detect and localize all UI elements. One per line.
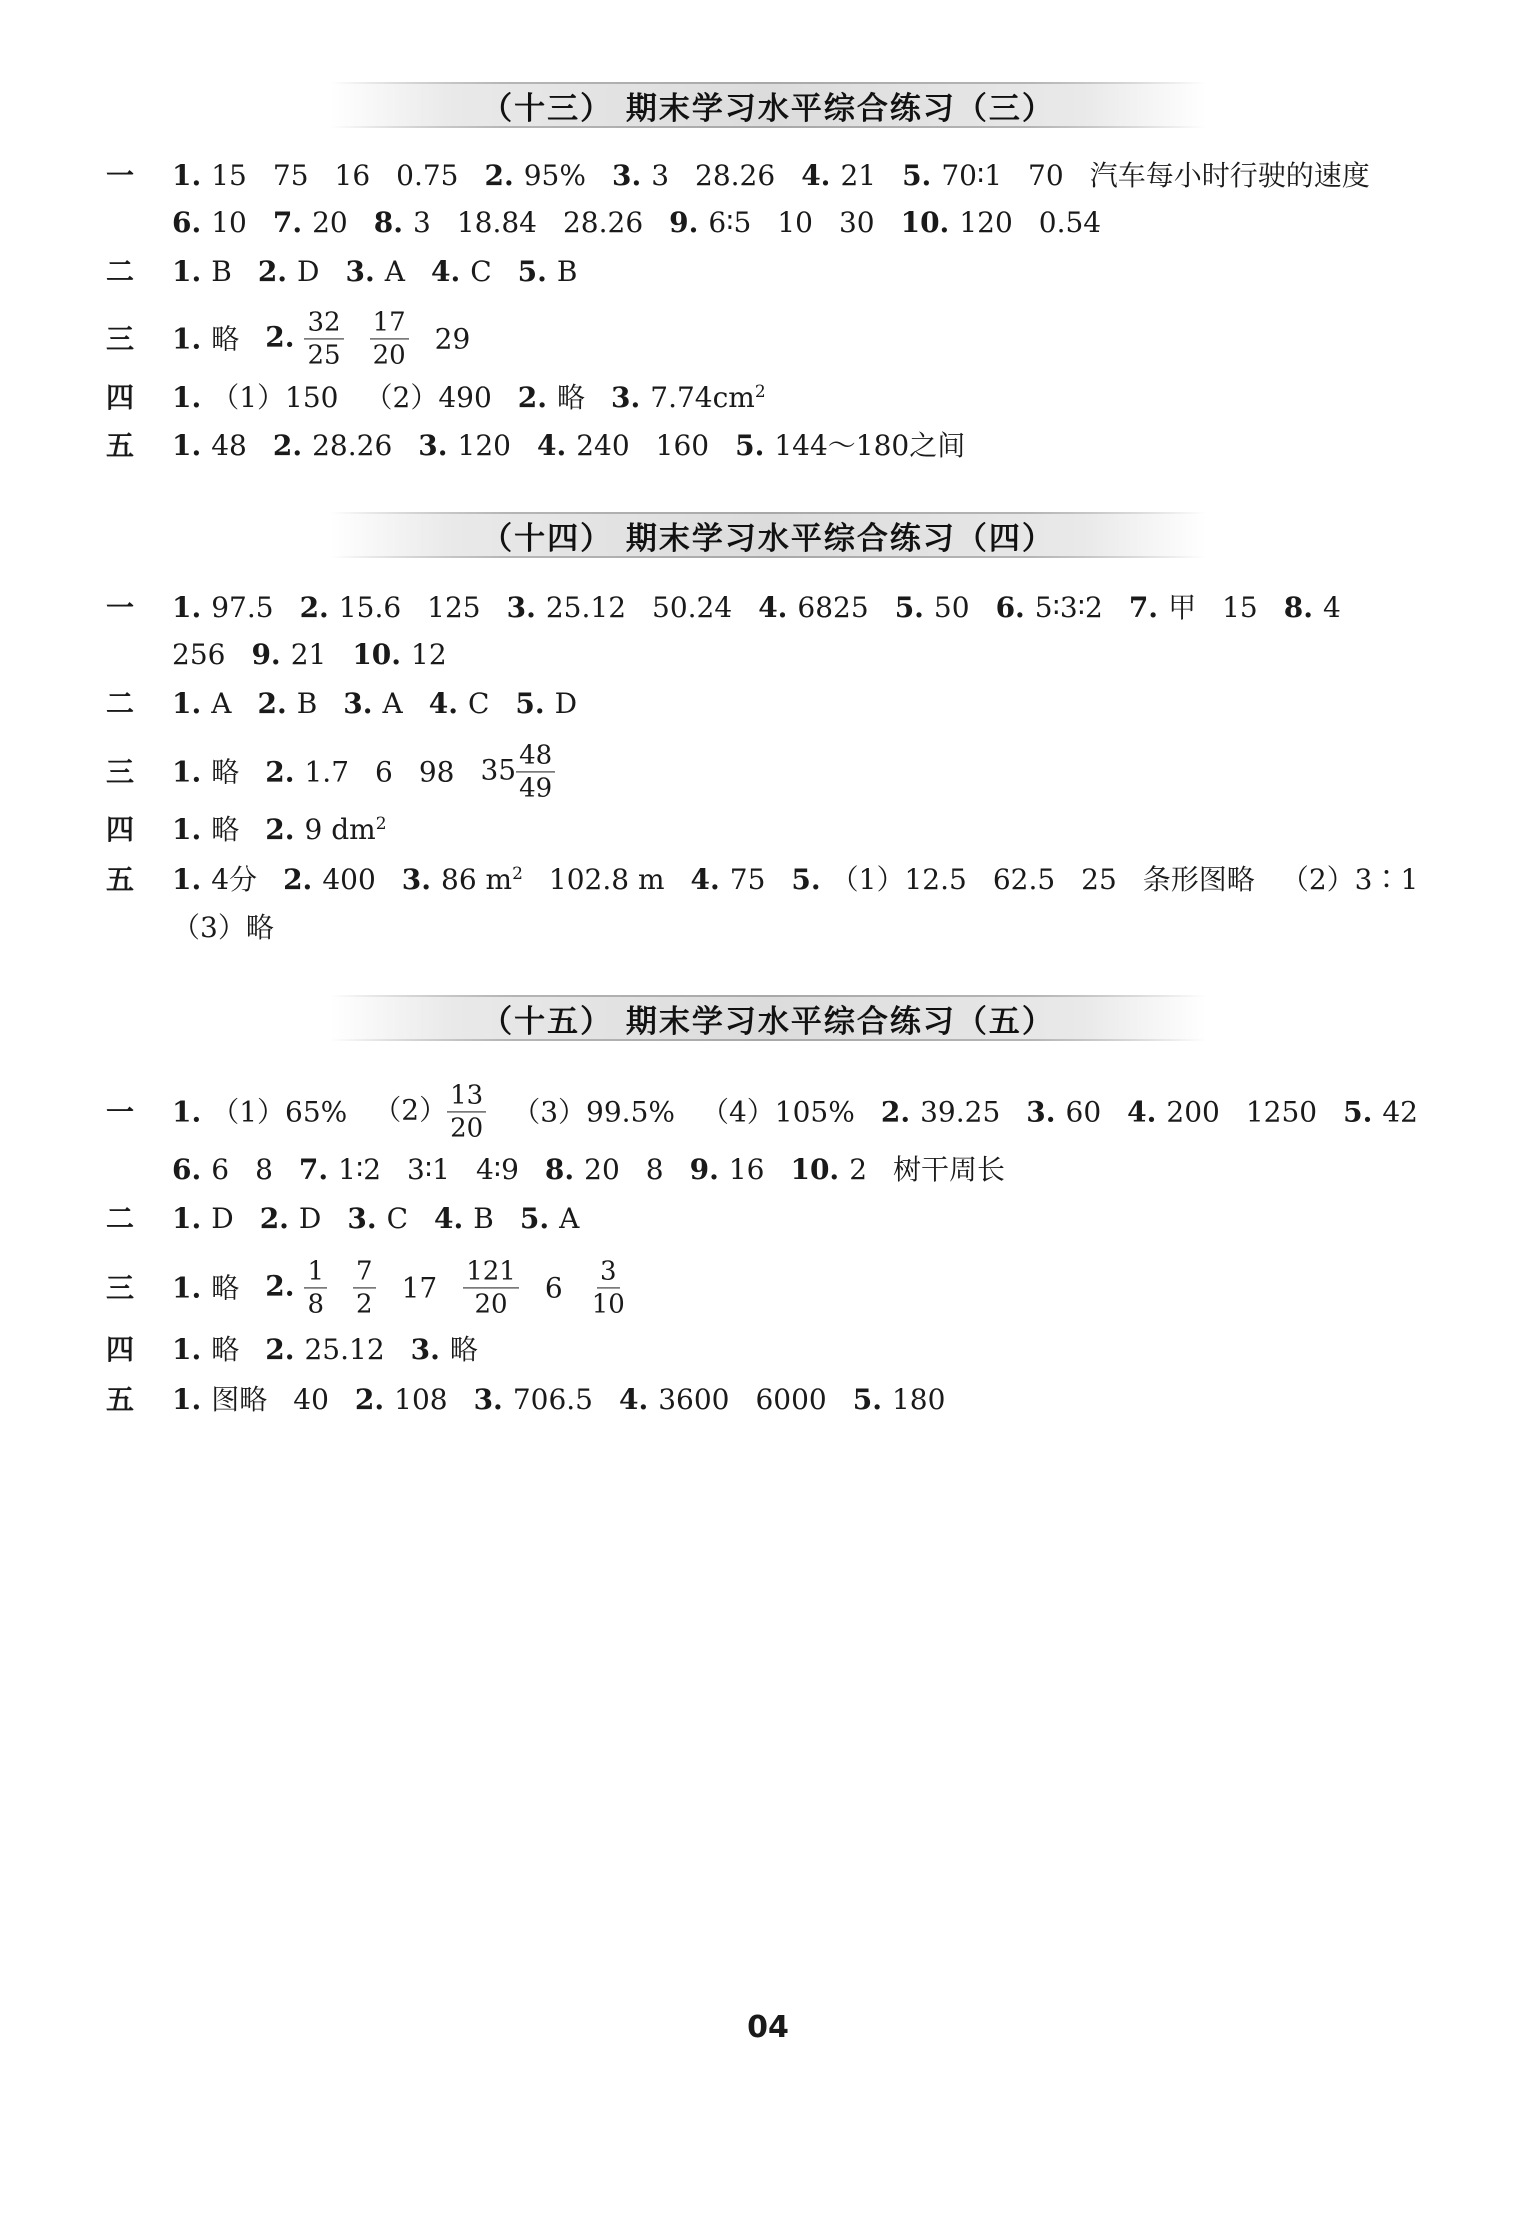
section-15-title: （十五） 期末学习水平综合练习（五）	[481, 1003, 1055, 1040]
fraction: $\frac{1}{8}$	[304, 1257, 327, 1318]
s13-row-1-line-2: 6. 10 7. 20 8. 3 18.84 28.26 9. 6∶5 10 30 10. 120 0.54	[172, 206, 1102, 239]
s14-row-2: 二 1. A 2. B 3. A 4. C 5. D	[106, 687, 578, 720]
s15-row-5: 五 1. 图略 40 2. 108 3. 706.5 4. 3600 6000 5. 180	[106, 1383, 946, 1416]
s14-row-3: 三 1. 略 2. 1.7 6 98 35 $\frac{48}{49}$	[106, 741, 555, 802]
fraction: $\frac{13}{20}$	[447, 1081, 486, 1142]
s14-row-5-line-2: （3）略	[172, 911, 274, 944]
fraction: $\frac{121}{20}$	[463, 1257, 519, 1318]
s13-row-5: 五 1. 48 2. 28.26 3. 120 4. 240 160 5. 144～180之间	[106, 429, 966, 462]
s14-row-1-line-2: 256 9. 21 10. 12	[172, 638, 447, 671]
s13-row-3: 三 1. 略 2. $\frac{32}{25}$ $\frac{17}{20}$ 29	[106, 307, 471, 371]
s13-row-2: 二 1. B 2. D 3. A 4. C 5. B	[106, 255, 578, 288]
fraction: $\frac{3}{10}$	[591, 1256, 625, 1320]
fraction: $\frac{48}{49}$	[516, 741, 555, 802]
section-13-header	[330, 82, 1206, 128]
section-15-header	[330, 995, 1206, 1041]
section-14-header	[330, 512, 1206, 558]
s15-row-1-line-2: 6. 6 8 7. 1∶2 3∶1 4∶9 8. 20 8 9. 16 10. 2 树干周长	[172, 1153, 1006, 1186]
fraction: $\frac{17}{20}$	[370, 308, 409, 369]
s13-row-1-line-1: 一 1. 15 75 16 0.75 2. 95% 3. 3 28.26 4. 21 5. 70∶1 70 汽车每小时行驶的速度	[106, 159, 1370, 192]
s13-row-4: 四 1. （1）150 （2）490 2. 略 3. $7.74cm^2$	[106, 381, 766, 414]
s15-row-2: 二 1. D 2. D 3. C 4. B 5. A	[106, 1202, 580, 1235]
fraction: $\frac{7}{2}$	[353, 1257, 376, 1318]
section-13-title: （十三） 期末学习水平综合练习（三）	[481, 90, 1055, 127]
section-14-title: （十四） 期末学习水平综合练习（四）	[481, 520, 1055, 557]
s14-row-1-line-1: 一 1. 97.5 2. 15.6 125 3. 25.12 50.24 4. 6825 5. 50 6. 5∶3∶2 7. 甲 15 8. 4	[106, 591, 1341, 624]
s14-row-5-line-1: 五 1. 4分 2. 400 3. 86 $m^2$ 102.8 m 4. 75 5. （1）12.5 62.5 25 条形图略 （2）3∶1	[106, 863, 1419, 896]
s15-row-4: 四 1. 略 2. 25.12 3. 略	[106, 1333, 478, 1366]
s14-row-4: 四 1. 略 2. 9 $dm^2$	[106, 813, 387, 846]
s15-row-1-line-1: 一 1. （1）65% （2） $\frac{13}{20}$ （3）99.5% （4）105% 2. 39.25 3. 60 4. 200 1250 5. 42	[106, 1080, 1418, 1144]
fraction: $\frac{32}{25}$	[304, 308, 343, 369]
page-number: 04	[747, 2010, 789, 2045]
s15-row-3: 三 1. 略 2. $\frac{1}{8}$ $\frac{7}{2}$ 17 $\frac{121}{20}$ 6 $\frac{3}{10}$	[106, 1257, 628, 1318]
